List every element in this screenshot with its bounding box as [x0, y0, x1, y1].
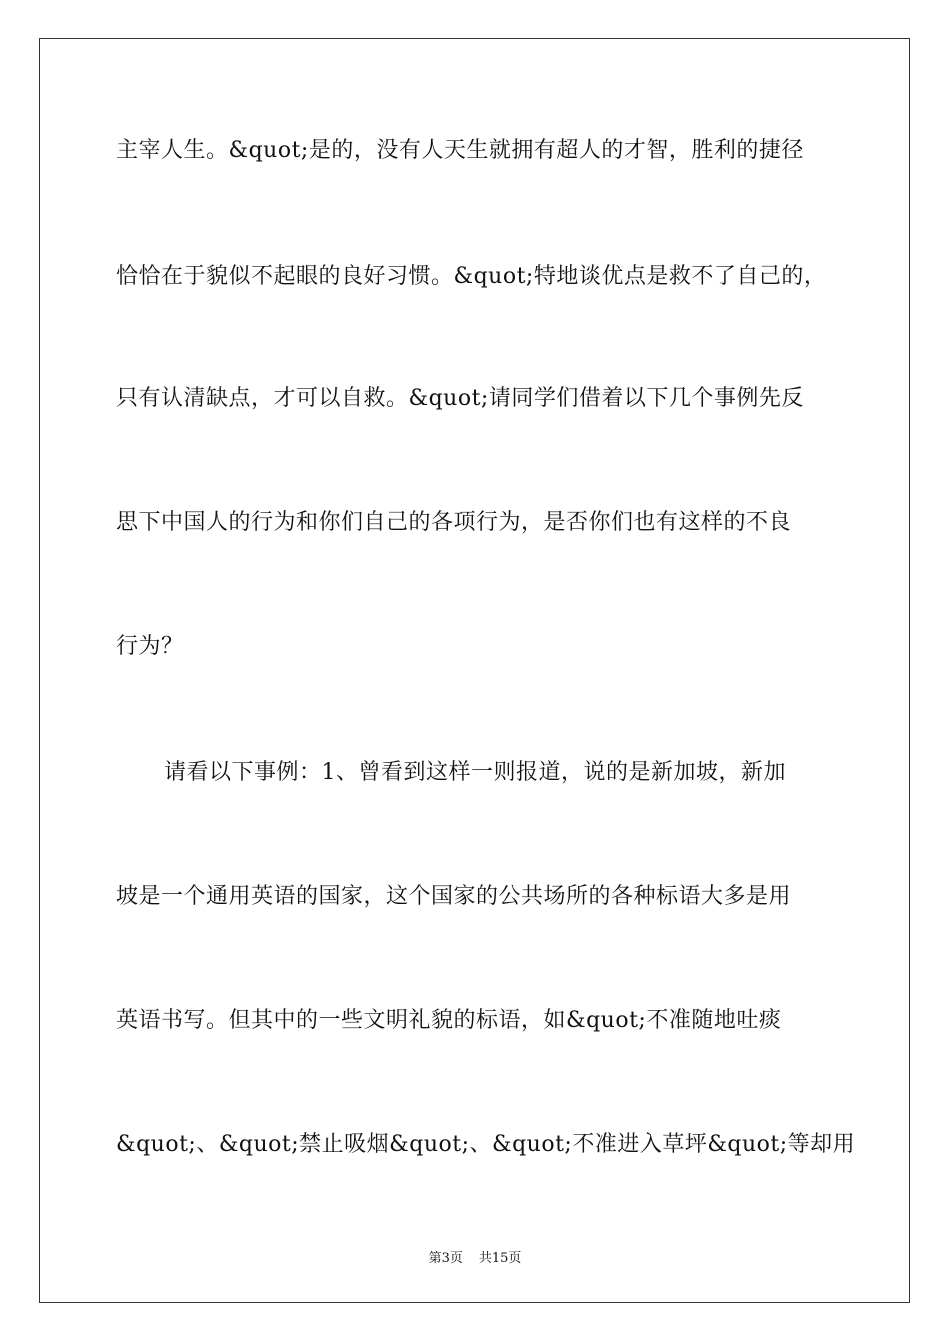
- text-line: 只有认清缺点，才可以自救。&quot;请同学们借着以下几个事例先反: [116, 386, 804, 411]
- text-line: 恰恰在于貌似不起眼的良好习惯。&quot;特地谈优点是救不了自己的，: [116, 264, 827, 289]
- text-line: 坡是一个通用英语的国家，这个国家的公共场所的各种标语大多是用: [116, 884, 792, 909]
- page-number: 第3页: [428, 1251, 463, 1266]
- text-line: &quot;、&quot;禁止吸烟&quot;、&quot;不准进入草坪&quot;等却用: [116, 1132, 856, 1157]
- text-line: 行为？: [116, 634, 184, 659]
- text-line: 思下中国人的行为和你们自己的各项行为，是否你们也有这样的不良: [116, 510, 792, 535]
- page-frame: [39, 38, 910, 1303]
- text-line: 主宰人生。&quot;是的，没有人天生就拥有超人的才智，胜利的捷径: [116, 138, 804, 163]
- text-line: 英语书写。但其中的一些文明礼貌的标语，如&quot;不准随地吐痰: [116, 1008, 782, 1033]
- page-footer: [0, 1247, 950, 1266]
- text-line: 请看以下事例：1、曾看到这样一则报道，说的是新加坡，新加: [164, 760, 786, 785]
- page-total: 共15页: [478, 1251, 522, 1266]
